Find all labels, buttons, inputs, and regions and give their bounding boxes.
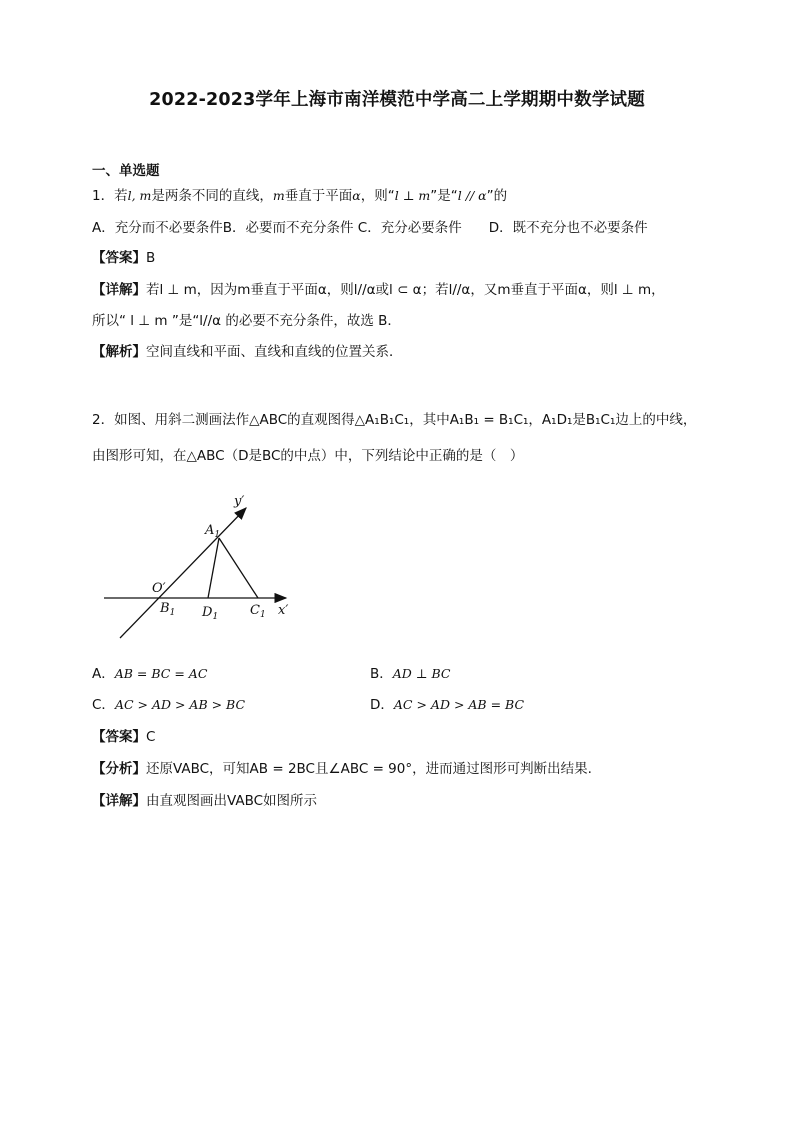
q1-condition-parallel: l // α: [457, 188, 487, 203]
q1-options: A．充分而不必要条件B．必要而不充分条件 C．充分必要条件 D．既不充分也不必要条件: [92, 220, 648, 236]
q2-number: 2．: [92, 412, 115, 428]
q2-option-c: [92, 695, 245, 715]
option-letter: C．: [92, 697, 115, 713]
q1-analysis: [92, 342, 403, 362]
y-axis-label: y′: [234, 494, 245, 509]
q1-plane-alpha: α: [352, 188, 361, 203]
q2-stem-line1: [92, 410, 696, 430]
y-axis-line: [120, 508, 246, 638]
option-text: AC > AD > AB = BC: [393, 697, 525, 712]
answer-tag: 【答案】: [92, 729, 146, 745]
oblique-drawing-figure: [96, 490, 316, 650]
q2-option-b: [370, 664, 451, 684]
point-b1-label: $B_1$: [160, 601, 176, 618]
q1-analysis-text: 空间直线和平面、直线和直线的位置关系．: [146, 344, 403, 360]
q1-stem-text: ”的: [486, 188, 508, 204]
q2-stem-text: 如图、用斜二测画法作△ABC的直观图得△A₁B₁C₁，其中A₁B₁ = B₁C₁，A₁D₁是B₁C₁边上的中线，: [114, 412, 697, 428]
q1-detail-line2: 所以“ l ⊥ m ”是“l//α 的必要不充分条件，故选 B．: [92, 313, 401, 329]
q2-detail-text: 由直观图画出VABC如图所示: [146, 793, 318, 809]
q1-line-m: m: [272, 188, 285, 203]
q1-stem-text: 若: [114, 188, 128, 204]
point-d1-label: $D_1$: [202, 605, 219, 622]
option-text: AB = BC = AC: [114, 666, 208, 681]
option-letter: D．: [370, 697, 394, 713]
q2-option-a: [92, 664, 207, 684]
q2-option-d: [370, 695, 524, 715]
answer-tag: 【答案】: [92, 250, 146, 266]
option-letter: B．: [370, 666, 393, 682]
q1-detail-text: 若l ⊥ m，因为m垂直于平面α，则l//α或l ⊂ α；若l//α，又m垂直于平面α，则l ⊥ m，: [146, 282, 665, 298]
q1-stem-text: ，则“: [360, 188, 395, 204]
q2-answer: [92, 727, 155, 747]
side-a1c1: [219, 538, 258, 598]
detail-tag: 【详解】: [92, 282, 146, 298]
section-heading: 一、单选题: [92, 163, 160, 179]
point-c1-label: $C_1$: [250, 603, 266, 620]
q1-stem-text: 是两条不同的直线，: [151, 188, 273, 204]
q2-analysis-text: 还原VABC，可知AB = 2BC且∠ABC = 90°，进而通过图形可判断出结果.: [146, 761, 592, 777]
analysis-tag: 【分析】: [92, 761, 146, 777]
q1-lines-lm: l, m: [127, 188, 152, 203]
option-text: AD ⊥ BC: [392, 666, 451, 681]
q2-detail: [92, 791, 317, 811]
q2-answer-value: C: [146, 729, 156, 745]
x-axis-label: x′: [278, 603, 289, 618]
q1-stem-text: 垂直于平面: [284, 188, 353, 204]
q1-stem: [92, 186, 507, 206]
q2-stem-line2: 由图形可知，在△ABC（D是BC的中点）中，下列结论中正确的是（ ）: [92, 448, 524, 464]
q1-detail-line1: [92, 280, 665, 300]
q1-stem-text: ”是“: [430, 188, 458, 204]
q1-condition-perp: l ⊥ m: [394, 188, 431, 203]
median-a1d1: [208, 538, 219, 598]
q1-number: 1．: [92, 188, 115, 204]
q1-answer: [92, 248, 155, 268]
detail-tag: 【详解】: [92, 793, 146, 809]
origin-label: O′: [152, 581, 166, 596]
page-title: 2022-2023学年上海市南洋模范中学高二上学期期中数学试题: [149, 90, 645, 110]
q2-analysis: [92, 759, 592, 779]
option-text: AC > AD > AB > BC: [114, 697, 246, 712]
point-a1-label: $A_1$: [205, 523, 221, 540]
q1-answer-value: B: [146, 250, 156, 266]
analysis-tag: 【解析】: [92, 344, 146, 360]
option-letter: A．: [92, 666, 115, 682]
